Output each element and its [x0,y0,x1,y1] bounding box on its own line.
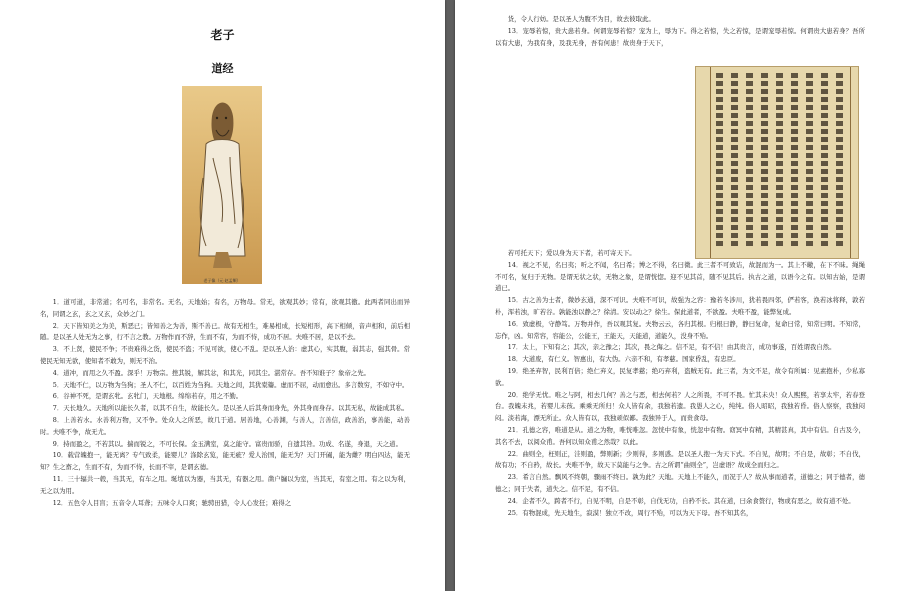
paragraph: 10．载营魄抱一，能无离？专气致柔，能婴儿？涤除玄览，能无疵？爱人治国，能无为？天门开阖，能为雌？明白四达，能无知？生之畜之，生而不有，为而不恃，长而不宰，是谓玄德。 [40,451,410,472]
right-page-top-text [495,14,865,49]
paragraph: 12．五色令人目盲；五音令人耳聋；五味令人口爽；驰骋田猎，令人心发狂；难得之 [52,498,291,507]
text-column [791,73,798,249]
paragraph: 5．天地不仁，以万物为刍狗；圣人不仁，以百姓为刍狗。天地之间，其犹橐籥。虚而不屈，动而愈出。多言数穷，不如守中。 [52,380,409,389]
paragraph: 13．宠辱若惊，贵大患若身。何谓宠辱若惊？宠为上，辱为下。得之若惊，失之若惊，是谓宠辱若惊。何谓贵大患若身？吾所以有大患，为我有身，及我无身，吾有何患！故贵身于天下， [495,26,865,47]
paragraph: 货，令人行妨。是以圣人为腹不为目，故去彼取此。 [507,15,655,23]
right-page-main-text [495,248,865,519]
paragraph: 14．视之不见，名曰夷；听之不闻，名曰希；博之不得，名曰微。此三者不可致诘，故混而为一。其上不皦，在下不昧。绳绳不可名，复归于无物。是谓无状之状，无物之象，是谓恍惚。迎不见其首，随不见其后。执古之道，以语今之有。以知古始，是谓道已。 [495,260,865,293]
laozi-portrait [182,86,262,284]
paragraph: 8．上善若水。水善利万物，又不争。处众人之所恶，故几于道。居善地，心善渊，与善人，言善信，政善治，事善能，动善时。夫唯不争，故无尤。 [40,415,410,436]
paragraph: 21．孔德之容，唯道是从。道之为物，唯恍唯忽。忽恍中有象，恍忽中有物。窈冥中有精，其精甚真，其中有信。自古及今，其名不去，以阅众甫。吾何以知众甫之然哉？以此。 [495,425,865,446]
text-column [806,73,813,249]
ancient-manuscript-image [695,66,859,259]
paragraph: 3．不上贤，使民不争；不贵难得之货，使民不盗；不见可欲，使心不乱。是以圣人治：虚其心，实其腹，弱其志，强其骨。常使民无知无欲，使知者不敢为，则无不治。 [40,345,410,365]
paragraph: 1．道可道，非常道；名可名，非常名。无名，天地始；有名，万物母。常无，欲观其妙；常有，欲观其徼。此两者同出而异名，同谓之玄，玄之又玄，众妙之门。 [40,298,410,318]
paragraph: 17．太上，下知有之；其次，亲之豫之；其次，畏之侮之。信不足，有不信！由其贵言，成功事遂，百姓谓我自然。 [507,343,836,352]
paragraph: 11．三十辐共一毂，当其无，有车之用。埏埴以为器，当其无，有器之用。凿户牖以为室，当其无，有室之用。有之以为利，无之以为用。 [40,474,410,495]
paragraph: 6．谷神不死，是谓玄牝。玄牝门，天地根。绵绵若存，用之不勤。 [52,392,243,401]
paragraph: 2．天下皆知美之为美，斯恶已；皆知善之为善，斯不善已。故有无相生，难易相成，长短相形，高下相倾，音声相和，前后相随。是以圣人处无为之事，行不言之教。万物作而不辞，生而不有，为而不恃，成功不居。夫唯不居，是以不去。 [40,321,410,342]
text-column [716,73,723,249]
paragraph: 9．持而盈之，不若其以。揣而锐之，不可长保。金玉满室，莫之能守。富贵而骄，自遗其咎。功成、名遂，身退，天之道。 [52,439,402,448]
paragraph: 19．绝圣弃智，民利百倍；绝仁弃义，民复孝慈；绝巧弃利，盗贼无有。此三者，为文不足，故令有所属：见素抱朴，少私寡欲。 [495,366,865,387]
paragraph: 18．大道废，有仁义。智惠出，有大伪。六亲不和，有孝慈。国家昏乱，有忠臣。 [507,355,740,364]
column-rule [850,67,851,258]
book-title: 老子 [210,28,235,42]
paragraph: 20．绝学无忧。唯之与阿，相去几何？善之与恶，相去何若？人之所畏，不可不畏。忙其未央！众人熙熙，若享太牢，若春登台。我魄未兆，若婴儿未孩。乘乘无所归！众人皆有余，我独若遗。我愚人之心，纯纯。俗人昭昭，我独若昏。俗人察察，我独闷闷。淡若海，漂无所止。众人皆有以，我独顽似鄙。我独异于人，而贵食母。 [495,390,865,423]
paragraph: 16．致虚极，守静笃。万物并作，吾以观其复。夫物云云，各归其根。归根曰静，静曰复命，复命曰常，知常曰明。不知常，忘作，凶。知常容，容能公，公能王，王能天，天能道，道能久，没身不殆。 [495,319,865,340]
column-rule [710,67,711,258]
text-column [746,73,753,249]
portrait-caption: 老子像（元·赵孟頫） [203,278,241,283]
text-column [836,73,843,249]
paragraph: 若可托天下；爱以身为天下者，若可寄天下。 [507,249,636,257]
portrait-illustration [182,86,262,284]
right-page [455,0,900,591]
paragraph: 4．道冲，而用之久不盈。深乎！万物宗。挫其锐，解其忿，和其光，同其尘。湛常存。吾不知谁子？象帝之先。 [52,368,371,377]
paragraph: 23．希言自然。飘风不终朝，骤雨不终日。孰为此？天地。天地上不能久，而况于人？故从事而道者，道德之；同于德者，德德之；同于失者，道失之。信不足，有不信。 [495,473,865,493]
text-column [821,73,828,249]
paragraph: 15．古之善为士者，微妙玄通，深不可识。夫唯不可识，故强为之容：豫若冬涉川，犹若畏四邻，俨若客，涣若冰将释，敦若朴，浑若浊，旷若谷。孰能浊以静之？徐清。安以动之？徐生。保此道者，不欲盈。夫唯不盈，能弊复成。 [495,296,865,316]
text-column [776,73,783,249]
chapter-title: 道经 [211,62,234,75]
left-page-text [40,297,410,509]
text-column [731,73,738,249]
paragraph: 25．有物混成，先天地生，寂漠！独立不改，周行不殆，可以为天下母。吾不知其名， [507,508,753,517]
text-column [761,73,768,249]
paragraph: 22．曲则全，枉则正，洼则盈，弊则新；少则得，多则惑。是以圣人抱一为天下式。不自见，故明；不自是，故彰；不自伐，故有功；不自矜，故长。夫唯不争，故天下莫能与之争。古之所谓“曲则全”，岂虚语？故成全而归之。 [495,449,865,470]
paragraph: 7．天长地久。天地所以能长久者，以其不自生，故能长久。是以圣人后其身而身先，外其身而身存。以其无私，故能成其私。 [52,404,409,413]
paragraph: 24．企者不久，跨者不行，自见不明，自是不彰，自伐无功，自矜不长。其在道，曰余食赘行，物或有恶之，故有道不处。 [507,496,855,505]
left-page [0,0,445,591]
